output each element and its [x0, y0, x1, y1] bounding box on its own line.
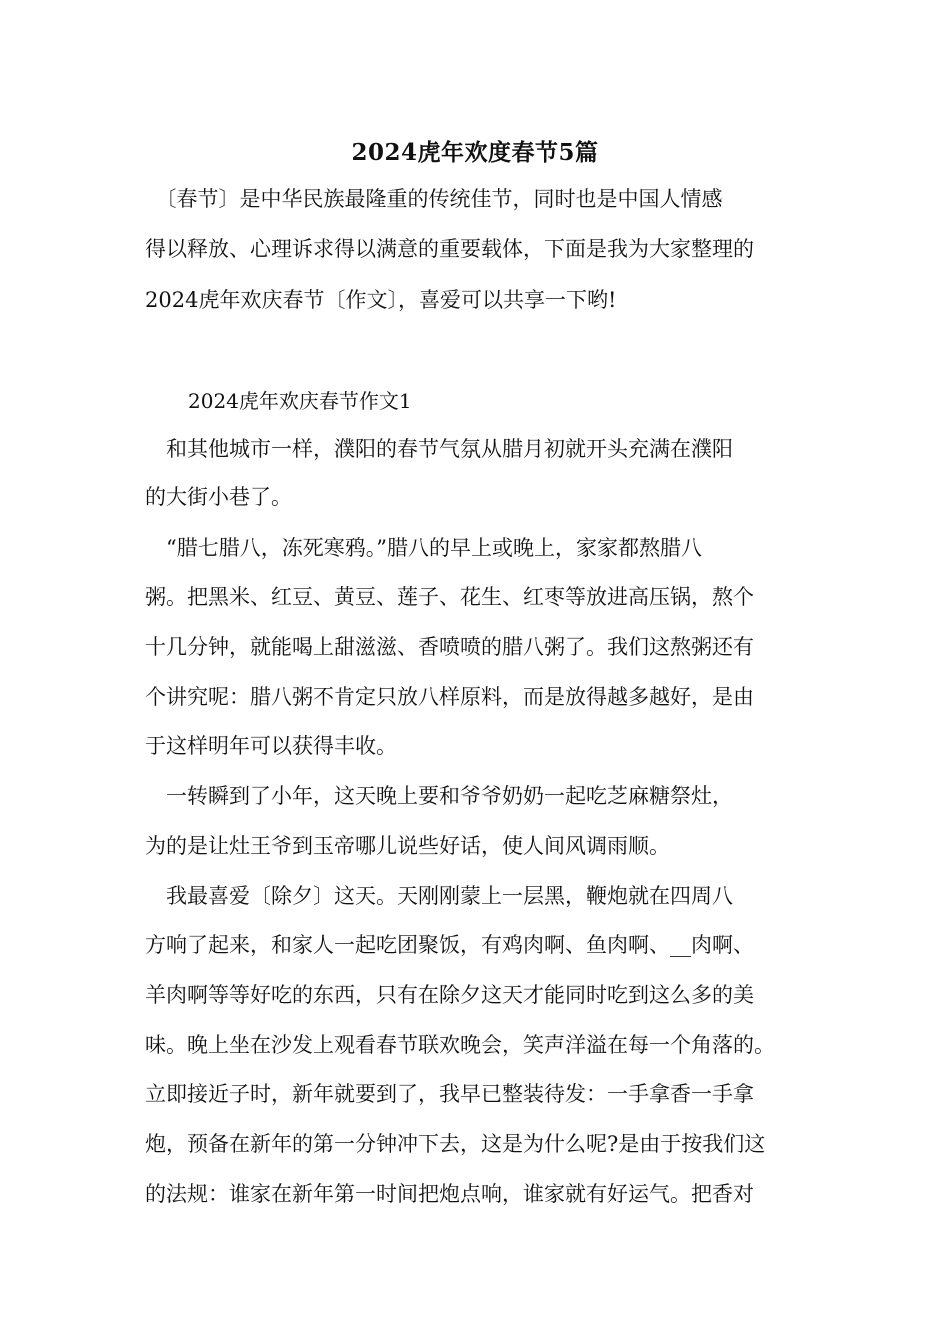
intro-line: 〔春节〕是中华民族最隆重的传统佳节，同时也是中国人情感 — [145, 187, 723, 211]
body-line: 一转瞬到了小年，这天晚上要和爷爷奶奶一起吃芝麻糖祭灶， — [145, 784, 733, 808]
body-line: 羊肉啊等等好吃的东西，只有在除夕这天才能同时吃到这么多的美 — [145, 983, 754, 1007]
essay-heading: 2024虎年欢庆春节作文1 — [188, 389, 412, 413]
body-line: “腊七腊八，冻死寒鸦。”腊八的早上或晚上，家家都熬腊八 — [145, 536, 702, 560]
body-line: 粥。把黑米、红豆、黄豆、莲子、花生、红枣等放进高压锅，熬个 — [145, 585, 754, 609]
body-line: 的法规：谁家在新年第一时间把炮点响，谁家就有好运气。把香对 — [145, 1182, 754, 1206]
document-title: 2024虎年欢度春节5篇 — [351, 139, 599, 166]
body-line: 的大街小巷了。 — [145, 485, 292, 509]
body-line: 于这样明年可以获得丰收。 — [145, 734, 397, 758]
intro-line: 得以释放、心理诉求得以满意的重要载体，下面是我为大家整理的 — [145, 237, 754, 261]
body-line: 我最喜爱〔除夕〕这天。天刚刚蒙上一层黑，鞭炮就在四周八 — [145, 884, 733, 908]
body-line: 立即接近子时，新年就要到了，我早已整装待发：一手拿香一手拿 — [145, 1082, 754, 1106]
body-line: 味。晚上坐在沙发上观看春节联欢晚会，笑声洋溢在每一个角落的。 — [145, 1033, 775, 1057]
body-line: 方响了起来，和家人一起吃团聚饭，有鸡肉啊、鱼肉啊、__肉啊、 — [145, 933, 754, 957]
body-line: 和其他城市一样，濮阳的春节气氛从腊月初就开头充满在濮阳 — [145, 437, 733, 461]
body-line: 十几分钟，就能喝上甜滋滋、香喷喷的腊八粥了。我们这熬粥还有 — [145, 635, 754, 659]
body-line: 个讲究呢：腊八粥不肯定只放八样原料，而是放得越多越好，是由 — [145, 685, 754, 709]
body-line: 炮，预备在新年的第一分钟冲下去，这是为什么呢?是由于按我们这 — [145, 1132, 766, 1156]
body-line: 为的是让灶王爷到玉帝哪儿说些好话，使人间风调雨顺。 — [145, 834, 670, 858]
intro-line: 2024虎年欢庆春节〔作文〕，喜爱可以共享一下哟! — [145, 288, 617, 312]
